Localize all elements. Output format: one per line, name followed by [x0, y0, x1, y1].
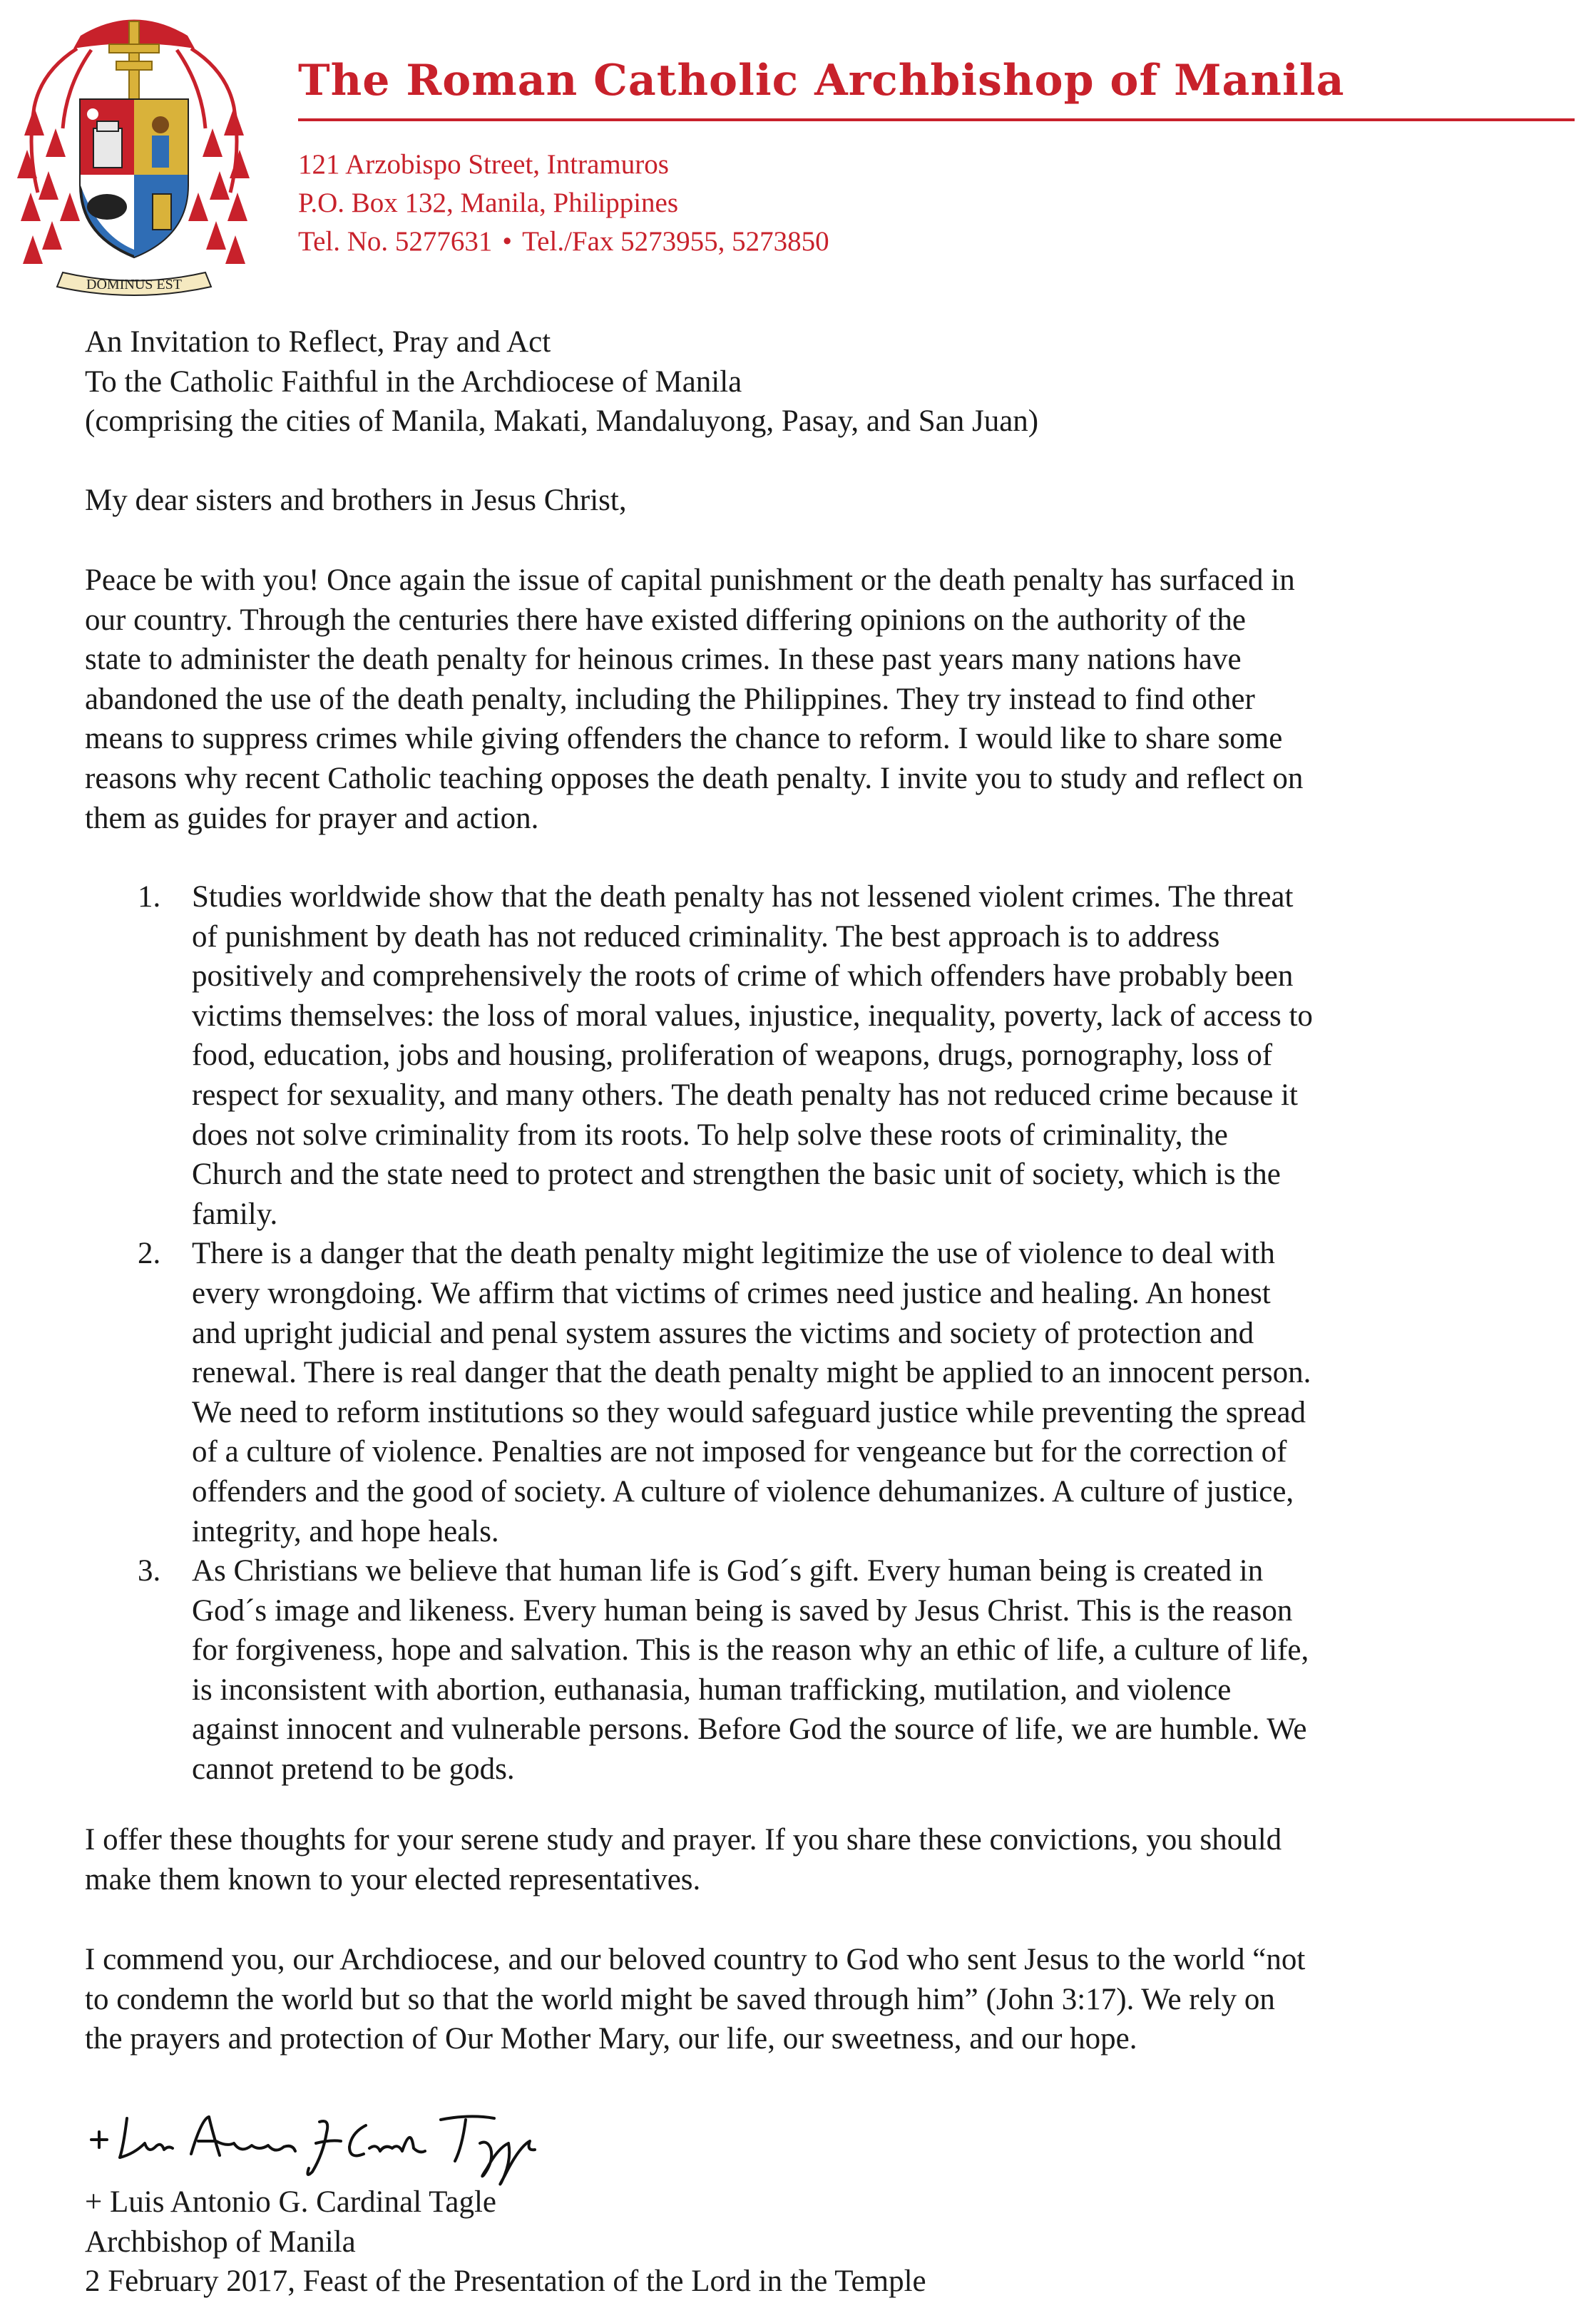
- list-line: and upright judicial and penal system assures the victims and society of protection and: [192, 1316, 1254, 1350]
- numbered-points-list: [138, 877, 1468, 1789]
- paragraph-line: the prayers and protection of Our Mother Mary, our life, our sweetness, and our hope.: [85, 2022, 1137, 2056]
- letterhead-divider: [298, 118, 1575, 121]
- crest-motto: DOMINUS EST: [86, 277, 182, 292]
- bullet-separator: •: [502, 226, 513, 257]
- phone-number: Tel. No. 5277631: [298, 226, 493, 257]
- list-number: 1.: [138, 880, 161, 914]
- list-line: victims themselves: the loss of moral values, injustice, inequality, poverty, lack of access to: [192, 999, 1313, 1033]
- list-line: offenders and the good of society. A culture of violence dehumanizes. A culture of justice,: [192, 1474, 1294, 1508]
- salutation: My dear sisters and brothers in Jesus Christ,: [85, 484, 627, 517]
- closing-paragraph-2: [85, 1940, 1472, 2059]
- list-line: family.: [192, 1197, 278, 1231]
- list-item-3: [138, 1551, 1468, 1789]
- list-line: is inconsistent with abortion, euthanasia, human trafficking, mutilation, and violence: [192, 1673, 1232, 1707]
- handwritten-signature: [84, 2104, 569, 2190]
- closing-paragraph-1: [85, 1820, 1472, 1899]
- list-item-1: [138, 877, 1468, 1234]
- list-line: Studies worldwide show that the death penalty has not lessened violent crimes. The threat: [192, 880, 1294, 914]
- list-line: Church and the state need to protect and strengthen the basic unit of society, which is the: [192, 1158, 1281, 1192]
- list-line: As Christians we believe that human life is God´s gift. Every human being is created in: [192, 1554, 1264, 1588]
- list-line: food, education, jobs and housing, proliferation of weapons, drugs, pornography, loss of: [192, 1038, 1273, 1073]
- list-line: does not solve criminality from its roots. To help solve these roots of criminality, the: [192, 1118, 1228, 1152]
- list-item-2: [138, 1234, 1468, 1551]
- heading-line: To the Catholic Faithful in the Archdiocese of Manila: [85, 364, 742, 399]
- list-line: cannot pretend to be gods.: [192, 1752, 515, 1787]
- intro-paragraph: [85, 561, 1472, 838]
- list-line: There is a danger that the death penalty might legitimize the use of violence to deal with: [192, 1237, 1275, 1271]
- signature-block: [85, 2182, 926, 2302]
- list-line: for forgiveness, hope and salvation. This is the reason why an ethic of life, a culture of life,: [192, 1633, 1309, 1668]
- list-line: God´s image and likeness. Every human being is saved by Jesus Christ. This is the reason: [192, 1593, 1293, 1628]
- heading-line: (comprising the cities of Manila, Makati, Mandaluyong, Pasay, and San Juan): [85, 404, 1039, 439]
- paragraph-line: our country. Through the centuries there have existed differing opinions on the authority of the: [85, 603, 1246, 637]
- paragraph-line: I offer these thoughts for your serene study and prayer. If you share these convictions, you should: [85, 1823, 1282, 1857]
- paragraph-line: state to administer the death penalty for heinous crimes. In these past years many nations have: [85, 643, 1242, 677]
- fax-number: Tel./Fax 5273955, 5273850: [522, 226, 829, 257]
- list-line: positively and comprehensively the roots of crime of which offenders have probably been: [192, 959, 1294, 994]
- list-line: respect for sexuality, and many others. The death penalty has not reduced crime because it: [192, 1078, 1299, 1112]
- paragraph-line: Peace be with you! Once again the issue of capital punishment or the death penalty has surfaced in: [85, 563, 1295, 597]
- list-line: integrity, and hope heals.: [192, 1514, 499, 1548]
- list-line: of punishment by death has not reduced criminality. The best approach is to address: [192, 919, 1220, 954]
- address-line-1: 121 Arzobispo Street, Intramuros: [298, 149, 669, 180]
- paragraph-line: reasons why recent Catholic teaching opposes the death penalty. I invite you to study and reflect on: [85, 761, 1304, 795]
- paragraph-line: to condemn the world but so that the world might be saved through him” (John 3:17). We rely on: [85, 1982, 1275, 2016]
- paragraph-line: abandoned the use of the death penalty, including the Philippines. They try instead to find other: [85, 682, 1255, 716]
- signatory-title: Archbishop of Manila: [85, 2225, 356, 2259]
- list-line: renewal. There is real danger that the death penalty might be applied to an innocent person.: [192, 1356, 1311, 1390]
- signatory-name: + Luis Antonio G. Cardinal Tagle: [85, 2185, 496, 2219]
- address-line-2: P.O. Box 132, Manila, Philippines: [298, 188, 679, 218]
- coat-of-arms-crest: [13, 7, 255, 300]
- letterhead-title: The Roman Catholic Archbishop of Manila: [298, 56, 1345, 106]
- paragraph-line: make them known to your elected representatives.: [85, 1862, 701, 1896]
- letter-date: 2 February 2017, Feast of the Presentation of the Lord in the Temple: [85, 2264, 926, 2299]
- paragraph-line: means to suppress crimes while giving offenders the chance to reform. I would like to share some: [85, 722, 1283, 756]
- list-number: 2.: [138, 1237, 161, 1271]
- list-line: against innocent and vulnerable persons. Before God the source of life, we are humble. We: [192, 1712, 1307, 1747]
- heading-line: An Invitation to Reflect, Pray and Act: [85, 325, 551, 359]
- paragraph-line: them as guides for prayer and action.: [85, 801, 539, 835]
- phone-fax-line: [298, 225, 829, 257]
- list-line: We need to reform institutions so they would safeguard justice while preventing the spread: [192, 1395, 1306, 1429]
- letter-heading: [85, 322, 1472, 441]
- list-number: 3.: [138, 1554, 161, 1588]
- list-line: every wrongdoing. We affirm that victims of crimes need justice and healing. An honest: [192, 1276, 1271, 1310]
- paragraph-line: I commend you, our Archdiocese, and our beloved country to God who sent Jesus to the world “not: [85, 1943, 1306, 1976]
- list-line: of a culture of violence. Penalties are not imposed for vengeance but for the correction of: [192, 1435, 1287, 1469]
